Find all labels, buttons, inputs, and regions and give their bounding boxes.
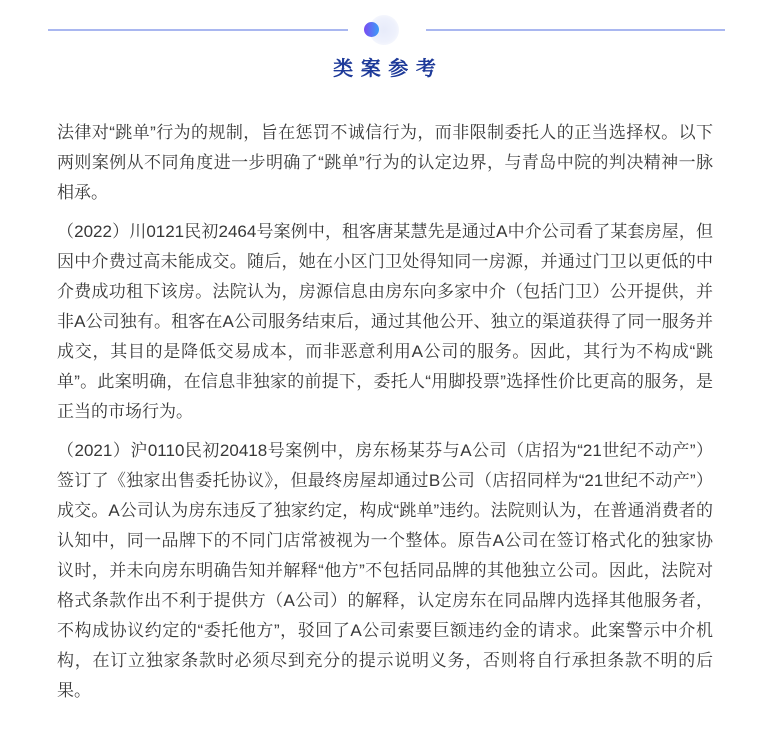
paragraph-intro: 法律对“跳单”行为的规制，旨在惩罚不诚信行为，而非限制委托人的正当选择权。以下两则案例从不同角度进一步明确了“跳单”行为的认定边界，与青岛中院的判决精神一脉相承。 xyxy=(57,123,713,202)
gradient-dot-icon xyxy=(364,22,379,37)
paragraph-case-2021: （2021）沪0110民初20418号案例中，房东杨某芬与A公司（店招为“21世纪不动产”）签订了《独家出售委托协议》，但最终房屋却通过B公司（店招同样为“21世纪不动产”）成交。A公司认为房东违反了独家约定，构成“跳单”违约。法院则认为，在普通消费者的认知中，同一品牌下的不同门店常被视为一个整体。原告A公司在签订格式化的独家协议时，并未向房东明确告知并解释“他方”不包括同品牌的其他独立公司。因此，法院对格式条款作出不利于提供方（A公司）的解释，认定房东在同品牌内选择其他服务者，不构成协议约定的“委托他方”，驳回了A公司索要巨额违约金的请求。此案警示中介机构，在订立独家条款时必须尽到充分的提示说明义务，否则将自行承担条款不明的后果。 xyxy=(57,441,713,700)
divider-ornament xyxy=(348,15,426,45)
section-title: 类 案 参 考 xyxy=(333,58,437,80)
article-body xyxy=(0,118,770,706)
divider-line-right xyxy=(426,29,726,31)
header-divider xyxy=(48,15,725,45)
article-page xyxy=(0,15,770,738)
paragraph-case-2022: （2022）川0121民初2464号案例中，租客唐某慧先是通过A中介公司看了某套房屋，但因中介费过高未能成交。随后，她在小区门卫处得知同一房源，并通过门卫以更低的中介费成功租下该房。法院认为，房源信息由房东向多家中介（包括门卫）公开提供，并非A公司独有。租客在A公司服务结束后，通过其他公开、独立的渠道获得了同一服务并成交，其目的是降低交易成本，而非恶意利用A公司的服务。因此，其行为不构成“跳单”。此案明确，在信息非独家的前提下，委托人“用脚投票”选择性价比更高的服务，是正当的市场行为。 xyxy=(57,222,713,421)
divider-line-left xyxy=(48,29,348,31)
